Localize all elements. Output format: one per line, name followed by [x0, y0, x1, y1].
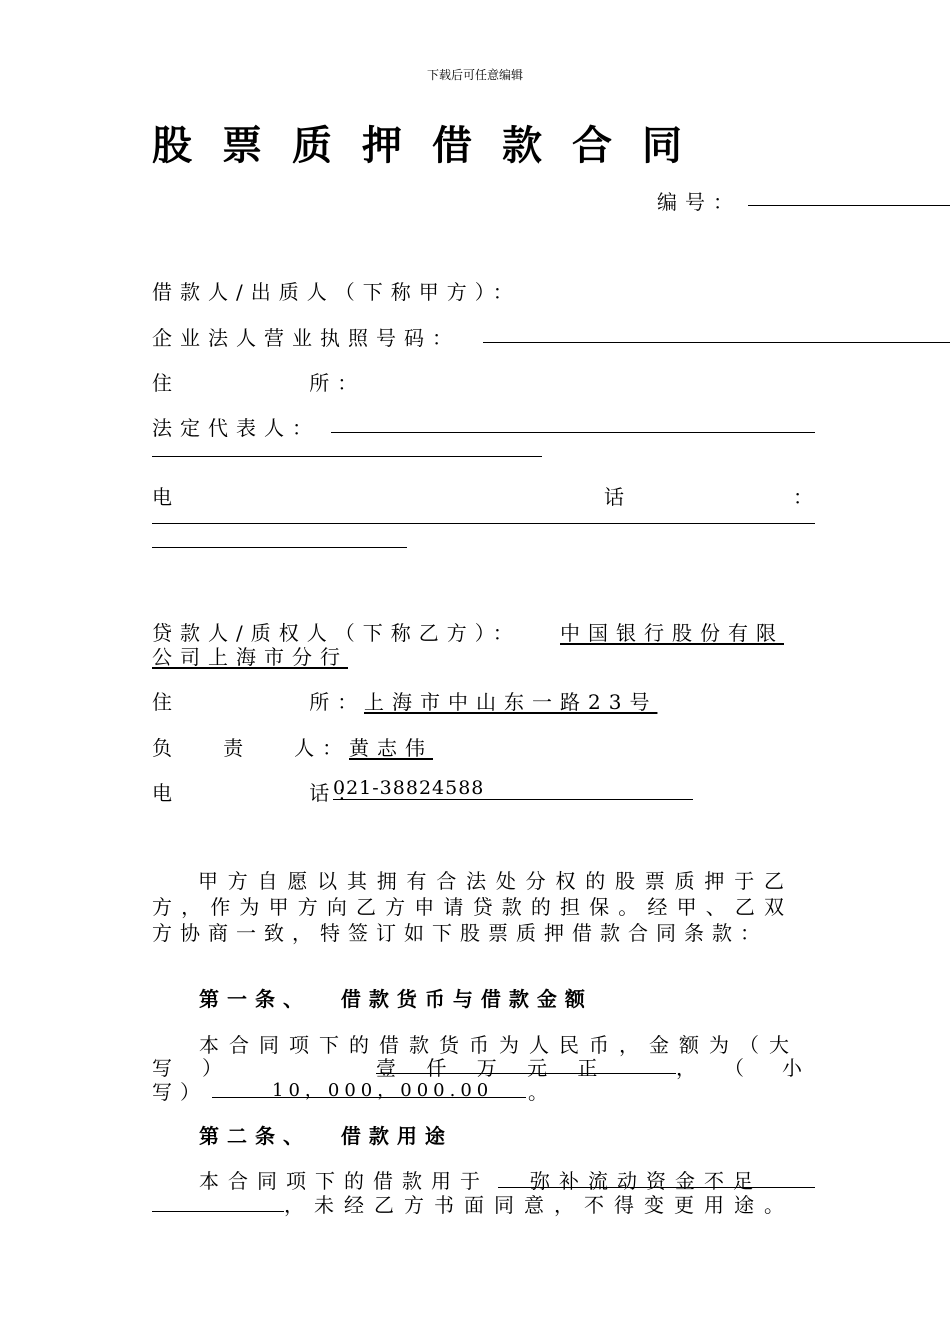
lender-head-label: 负 责 人：	[152, 736, 351, 760]
purpose-underline	[498, 1187, 815, 1188]
license-label: 企业法人营业执照号码：	[152, 326, 460, 350]
legal-rep-field-cont[interactable]	[152, 456, 542, 457]
amount-in-words: 壹 仟 万 元 正	[376, 1056, 610, 1080]
contract-title: 股票质押借款合同	[152, 123, 712, 169]
amount-in-numbers: 10，000，000.00	[272, 1080, 494, 1101]
borrower-phone-field-cont[interactable]	[152, 547, 407, 548]
article1-line3-suffix: 。	[528, 1080, 556, 1104]
article2-line1-prefix: 本合同项下的借款用于	[199, 1169, 489, 1193]
borrower-phone-colon: ：	[793, 485, 821, 509]
loan-purpose-value: 弥补流动资金不足	[530, 1169, 762, 1193]
lender-phone-value: 021-38824588	[333, 777, 485, 799]
borrower-phone-label-mid: 话	[604, 485, 632, 509]
article2-line2-suffix: ，未经乙方书面同意，不得变更用途。	[284, 1193, 794, 1217]
amount-words-underline	[376, 1073, 676, 1074]
article1-line1: 本合同项下的借款货币为人民币，金额为（大	[199, 1033, 799, 1057]
contract-no-label: 编号：	[657, 190, 741, 214]
article1-line2-suffix: ，（小	[676, 1056, 840, 1080]
purpose-underline-cont	[152, 1211, 284, 1212]
borrower-phone-label-left: 电	[152, 485, 180, 509]
legal-rep-field[interactable]	[331, 432, 815, 433]
amount-number-underline	[212, 1097, 526, 1098]
borrower-address-label: 住 所：	[152, 371, 366, 395]
lender-address-label: 住 所：	[152, 690, 366, 714]
legal-rep-label: 法定代表人：	[152, 416, 320, 440]
borrower-phone-field[interactable]	[152, 523, 815, 524]
lender-heading: 贷款人/质权人（下称乙方）：	[152, 621, 521, 645]
lender-address-value: 上海市中山东一路23号	[364, 690, 658, 714]
article1-line3-prefix: 写）	[152, 1080, 208, 1104]
lender-name-line1: 中国银行股份有限	[560, 621, 784, 645]
borrower-heading: 借款人/出质人（下称甲方）：	[152, 280, 521, 304]
article2-heading: 第二条、 借款用途	[199, 1124, 453, 1148]
lender-phone-underline	[333, 799, 693, 800]
contract-no-field[interactable]	[748, 205, 950, 206]
license-field[interactable]	[483, 342, 950, 343]
article1-line2-prefix: 写）	[152, 1056, 252, 1080]
lender-name-line2: 公司上海市分行	[152, 645, 348, 669]
lender-head-value: 黄志伟	[349, 736, 433, 760]
lender-phone-label: 电 话：	[152, 781, 366, 805]
header-note: 下载后可任意编辑	[426, 68, 523, 82]
article1-heading: 第一条、 借款货币与借款金额	[199, 987, 593, 1011]
intro-paragraph: 甲方自愿以其拥有合法处分权的股票质押于乙方，作为甲方向乙方申请贷款的担保。经甲、乙双方协商一致，特签订如下股票质押借款合同条款：	[152, 869, 792, 945]
